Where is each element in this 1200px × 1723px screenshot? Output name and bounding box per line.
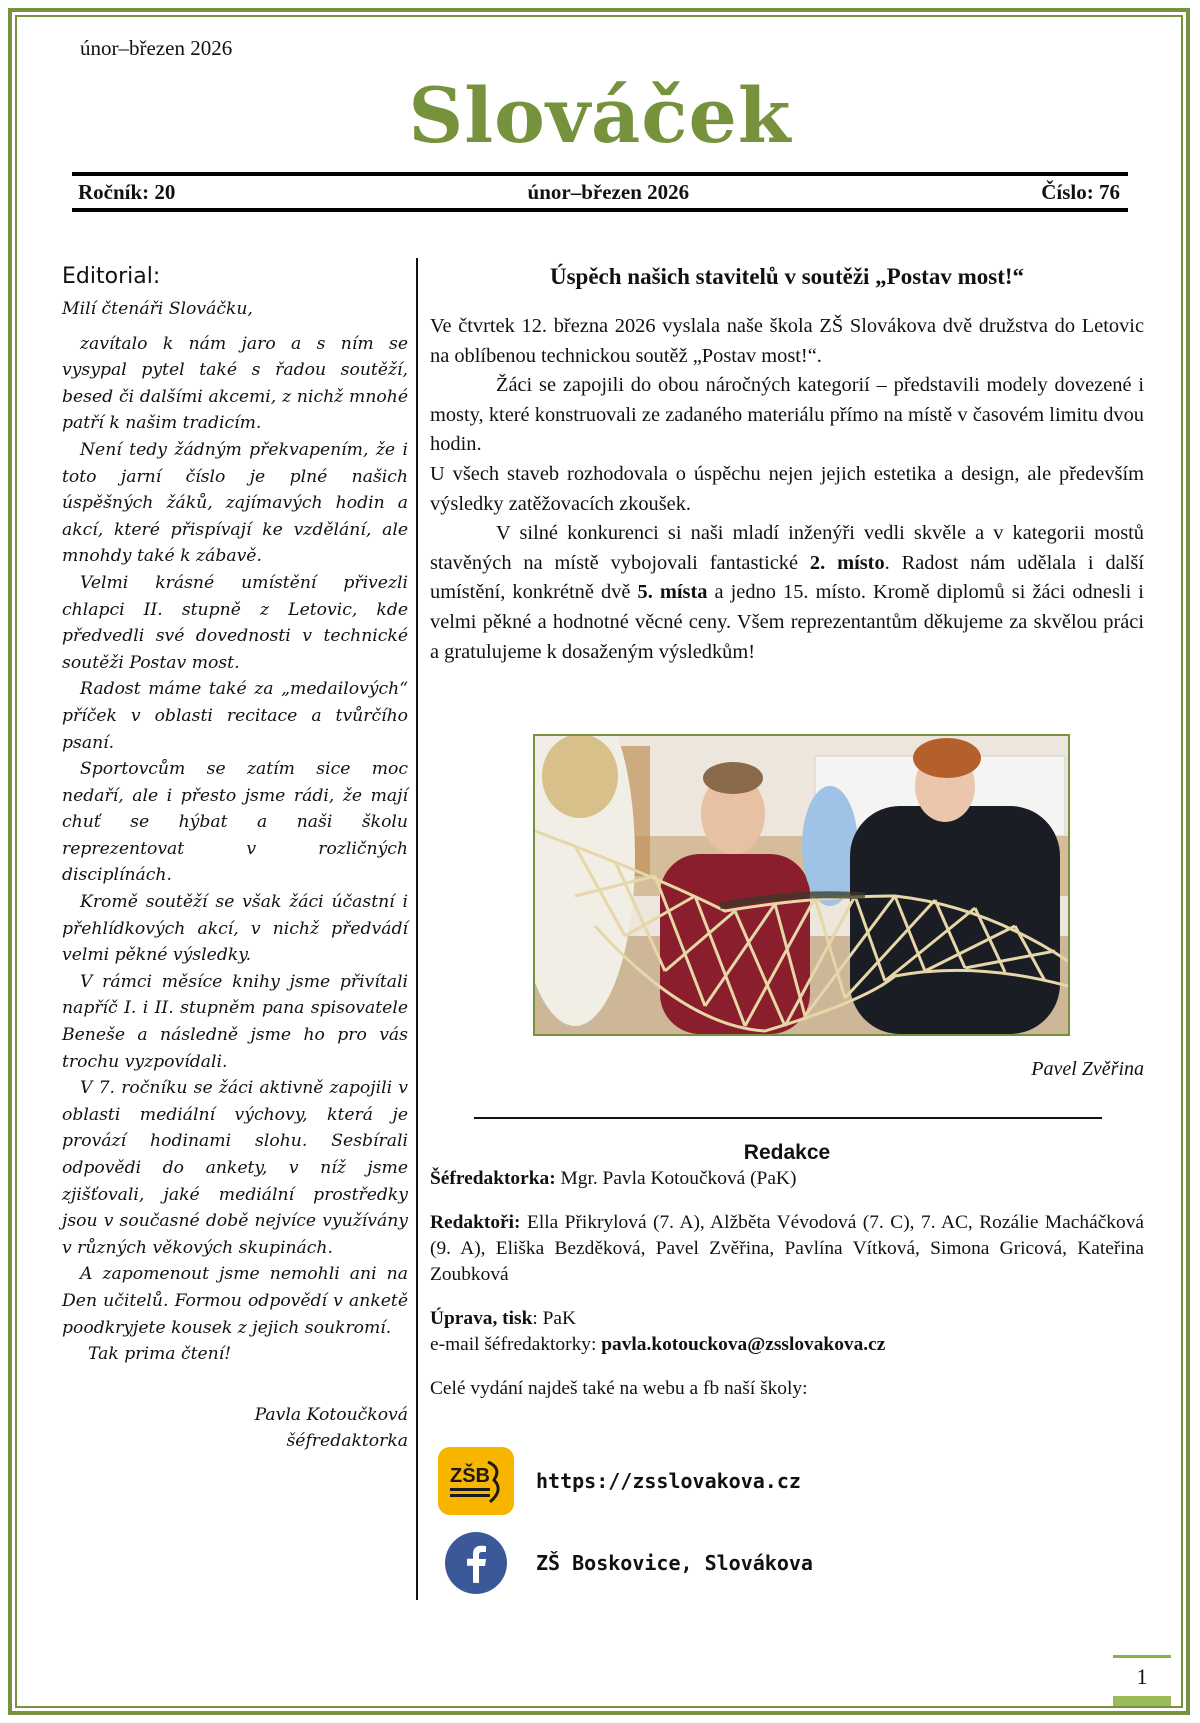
email-link[interactable]: pavla.kotouckova@zsslovakova.cz (601, 1334, 886, 1355)
issue-date: únor–březen 2026 (527, 179, 690, 204)
facebook-link[interactable]: ZŠ Boskovice, Slovákova (536, 1551, 813, 1575)
layout-label: Úprava, tisk (430, 1308, 533, 1329)
email-line (430, 1332, 1144, 1358)
photo-illustration (535, 736, 1068, 1034)
article-photo (533, 734, 1070, 1036)
editorial-paragraph: V 7. ročníku se žáci aktivně zapojili v oblasti mediální výchovy, která je provází hodinami slohu. Sesbírali odpovědi do ankety, v níž jsme zjišťovali, jaké mediální prostředky jsou v současné době nejvíce využívány v různých věkových skupinách. (62, 1078, 408, 1258)
text-run: V silné konkurenci si naši mladí inženýři vedli skvěle a v kategorii mostů stavěných na místě vybojovali fantastické (430, 522, 1144, 574)
photo-man-blue-shirt (802, 786, 858, 906)
editorial-paragraph: Velmi krásné umístění přivezli chlapci II. stupně z Letovic, kde předvedli své dovednosti v technické soutěži Postav most. (62, 572, 408, 673)
editorial-paragraph: zavítalo k nám jaro a s ním se vysypal pytel také s řadou soutěží, besed či dalšími akcemi, z nichž mnohé patří k našim tradicím. (62, 333, 408, 434)
spacer (430, 1288, 1144, 1306)
chief-editor-value: Mgr. Pavla Kotoučková (PaK) (555, 1168, 797, 1189)
editorial-paragraph: Není tedy žádným překvapením, že i toto jarní číslo je plné našich úspěšných žáků, zajímavých hodin a akcí, které přispívají ke vzdělání, ale mnohdy také k zábavě. (62, 439, 408, 567)
facebook-link-row[interactable] (438, 1531, 813, 1595)
editors-label: Redaktoři: (430, 1212, 521, 1233)
layout-line (430, 1306, 1144, 1332)
editorial-paragraph: A zapomenout jsme nemohli ani na Den učitelů. Formou odpovědí v anketě poodkryjete kousek z jejich soukromí. (62, 1264, 408, 1338)
editorial-closing: Tak prima čtení! (88, 1344, 232, 1365)
email-label: e-mail šéfredaktorky: (430, 1334, 602, 1355)
logo-stripe (450, 1488, 490, 1491)
editorial-heading: Editorial: (62, 264, 161, 289)
school-logo-letters: ZŠB (450, 1465, 490, 1487)
editorial-paragraph: Sportovcům se zatím sice moc nedaří, ale i přesto jsme rádi, že mají chuť se hýbat a naši školu reprezentovat v rozličných disciplínách. (62, 759, 408, 886)
facebook-icon (444, 1531, 508, 1595)
editorial-greeting: Milí čtenáři Slováčku, (62, 299, 253, 319)
editorial-board (430, 1140, 1144, 1402)
editors-value: Ella Přikrylová (7. A), Alžběta Vévodová (7. C), 7. AC, Rozálie Macháčková (9. A), Eliška Bezděková, Pavel Zvěřina, Pavlína Vítková, Simona Gricová, Kateřina Zoubková (430, 1212, 1144, 1285)
highlight-second-place: 2. místo (809, 551, 885, 574)
top-date: únor–březen 2026 (80, 36, 233, 60)
issue-number: Číslo: 76 (1041, 179, 1120, 204)
editorial-board-heading: Redakce (743, 1141, 831, 1164)
website-link[interactable]: https://zsslovakova.cz (536, 1469, 801, 1493)
website-link-row[interactable] (438, 1447, 801, 1515)
photo-teen-hair (913, 738, 981, 778)
article-title: Úspěch našich stavitelů v soutěži „Postav most!“ (549, 264, 1025, 289)
editorial-column (62, 262, 408, 1455)
photo-teen-black-sweater (850, 806, 1060, 1034)
signature-name: Pavla Kotoučková (254, 1404, 408, 1425)
issue-info-bar (72, 172, 1128, 212)
section-divider (474, 1117, 1102, 1119)
editorial-paragraph: Kromě soutěží se však žáci účastní i přehlídkových akcí, v nichž předvádí velmi pěkné výsledky. (62, 892, 408, 966)
editorial-paragraph: Radost máme také za „medailových“ příček v oblasti recitace a tvůrčího psaní. (62, 679, 408, 753)
page-number-bottom-bar (1113, 1696, 1171, 1706)
article (430, 262, 1144, 667)
article-author: Pavel Zvěřina (1031, 1058, 1144, 1080)
school-logo-icon (438, 1447, 514, 1515)
editorial-paragraph: V rámci měsíce knihy jsme přivítali napříč I. i II. stupněm pana spisovatele Beneše a následně jsme ho pro vás trochu vyzpovídali. (62, 971, 408, 1072)
text-run: a jedno 15. místo. Kromě diplomů si žáci odnesli i velmi pěkné a hodnotné věcné ceny. Všem reprezentantům děkujeme za skvělou práci a gratulujeme k dosaženým výsledkům! (430, 581, 1144, 663)
article-paragraph-results (430, 519, 1144, 667)
article-paragraph: Žáci se zapojili do obou náročných kategorií – představili modely dovezené i mosty, které konstruovali ze zadaného materiálu přímo na místě v časovém limitu dvou hodin. (430, 374, 1144, 456)
photo-person-left-hair (542, 736, 618, 818)
chief-editor-label: Šéfredaktorka: (430, 1168, 556, 1189)
page-number-box (1113, 1655, 1171, 1706)
school-logo-graphic (448, 1456, 504, 1506)
article-paragraph: Ve čtvrtek 12. března 2026 vyslala naše škola ZŠ Slovákova dvě družstva do Letovic na oblíbenou technickou soutěž „Postav most!“. (430, 315, 1144, 367)
chief-editor-line (430, 1166, 1144, 1192)
page-number: 1 (1136, 1664, 1148, 1689)
spacer (430, 1192, 1144, 1210)
text-run: . Radost nám udělala i další umístění, konkrétně dvě (430, 551, 1144, 604)
online-note: Celé vydání najdeš také na webu a fb naší školy: (430, 1378, 808, 1399)
volume-label: Ročník: 20 (78, 179, 176, 204)
signature-role: šéfredaktorka (286, 1431, 408, 1452)
logo-stripe (450, 1494, 490, 1497)
editors-line (430, 1210, 1144, 1288)
photo-boy-hair (703, 762, 763, 794)
layout-value: : PaK (532, 1308, 576, 1329)
highlight-fifth-places: 5. místa (637, 581, 708, 604)
newsletter-title: Slováček (408, 71, 792, 160)
spacer (430, 1358, 1144, 1376)
column-divider (416, 258, 418, 1600)
editorial-signature (62, 1402, 408, 1455)
article-paragraph: U všech staveb rozhodovala o úspěchu nejen jejich estetika a design, ale především výsledky zatěžovacích zkoušek. (430, 462, 1144, 515)
